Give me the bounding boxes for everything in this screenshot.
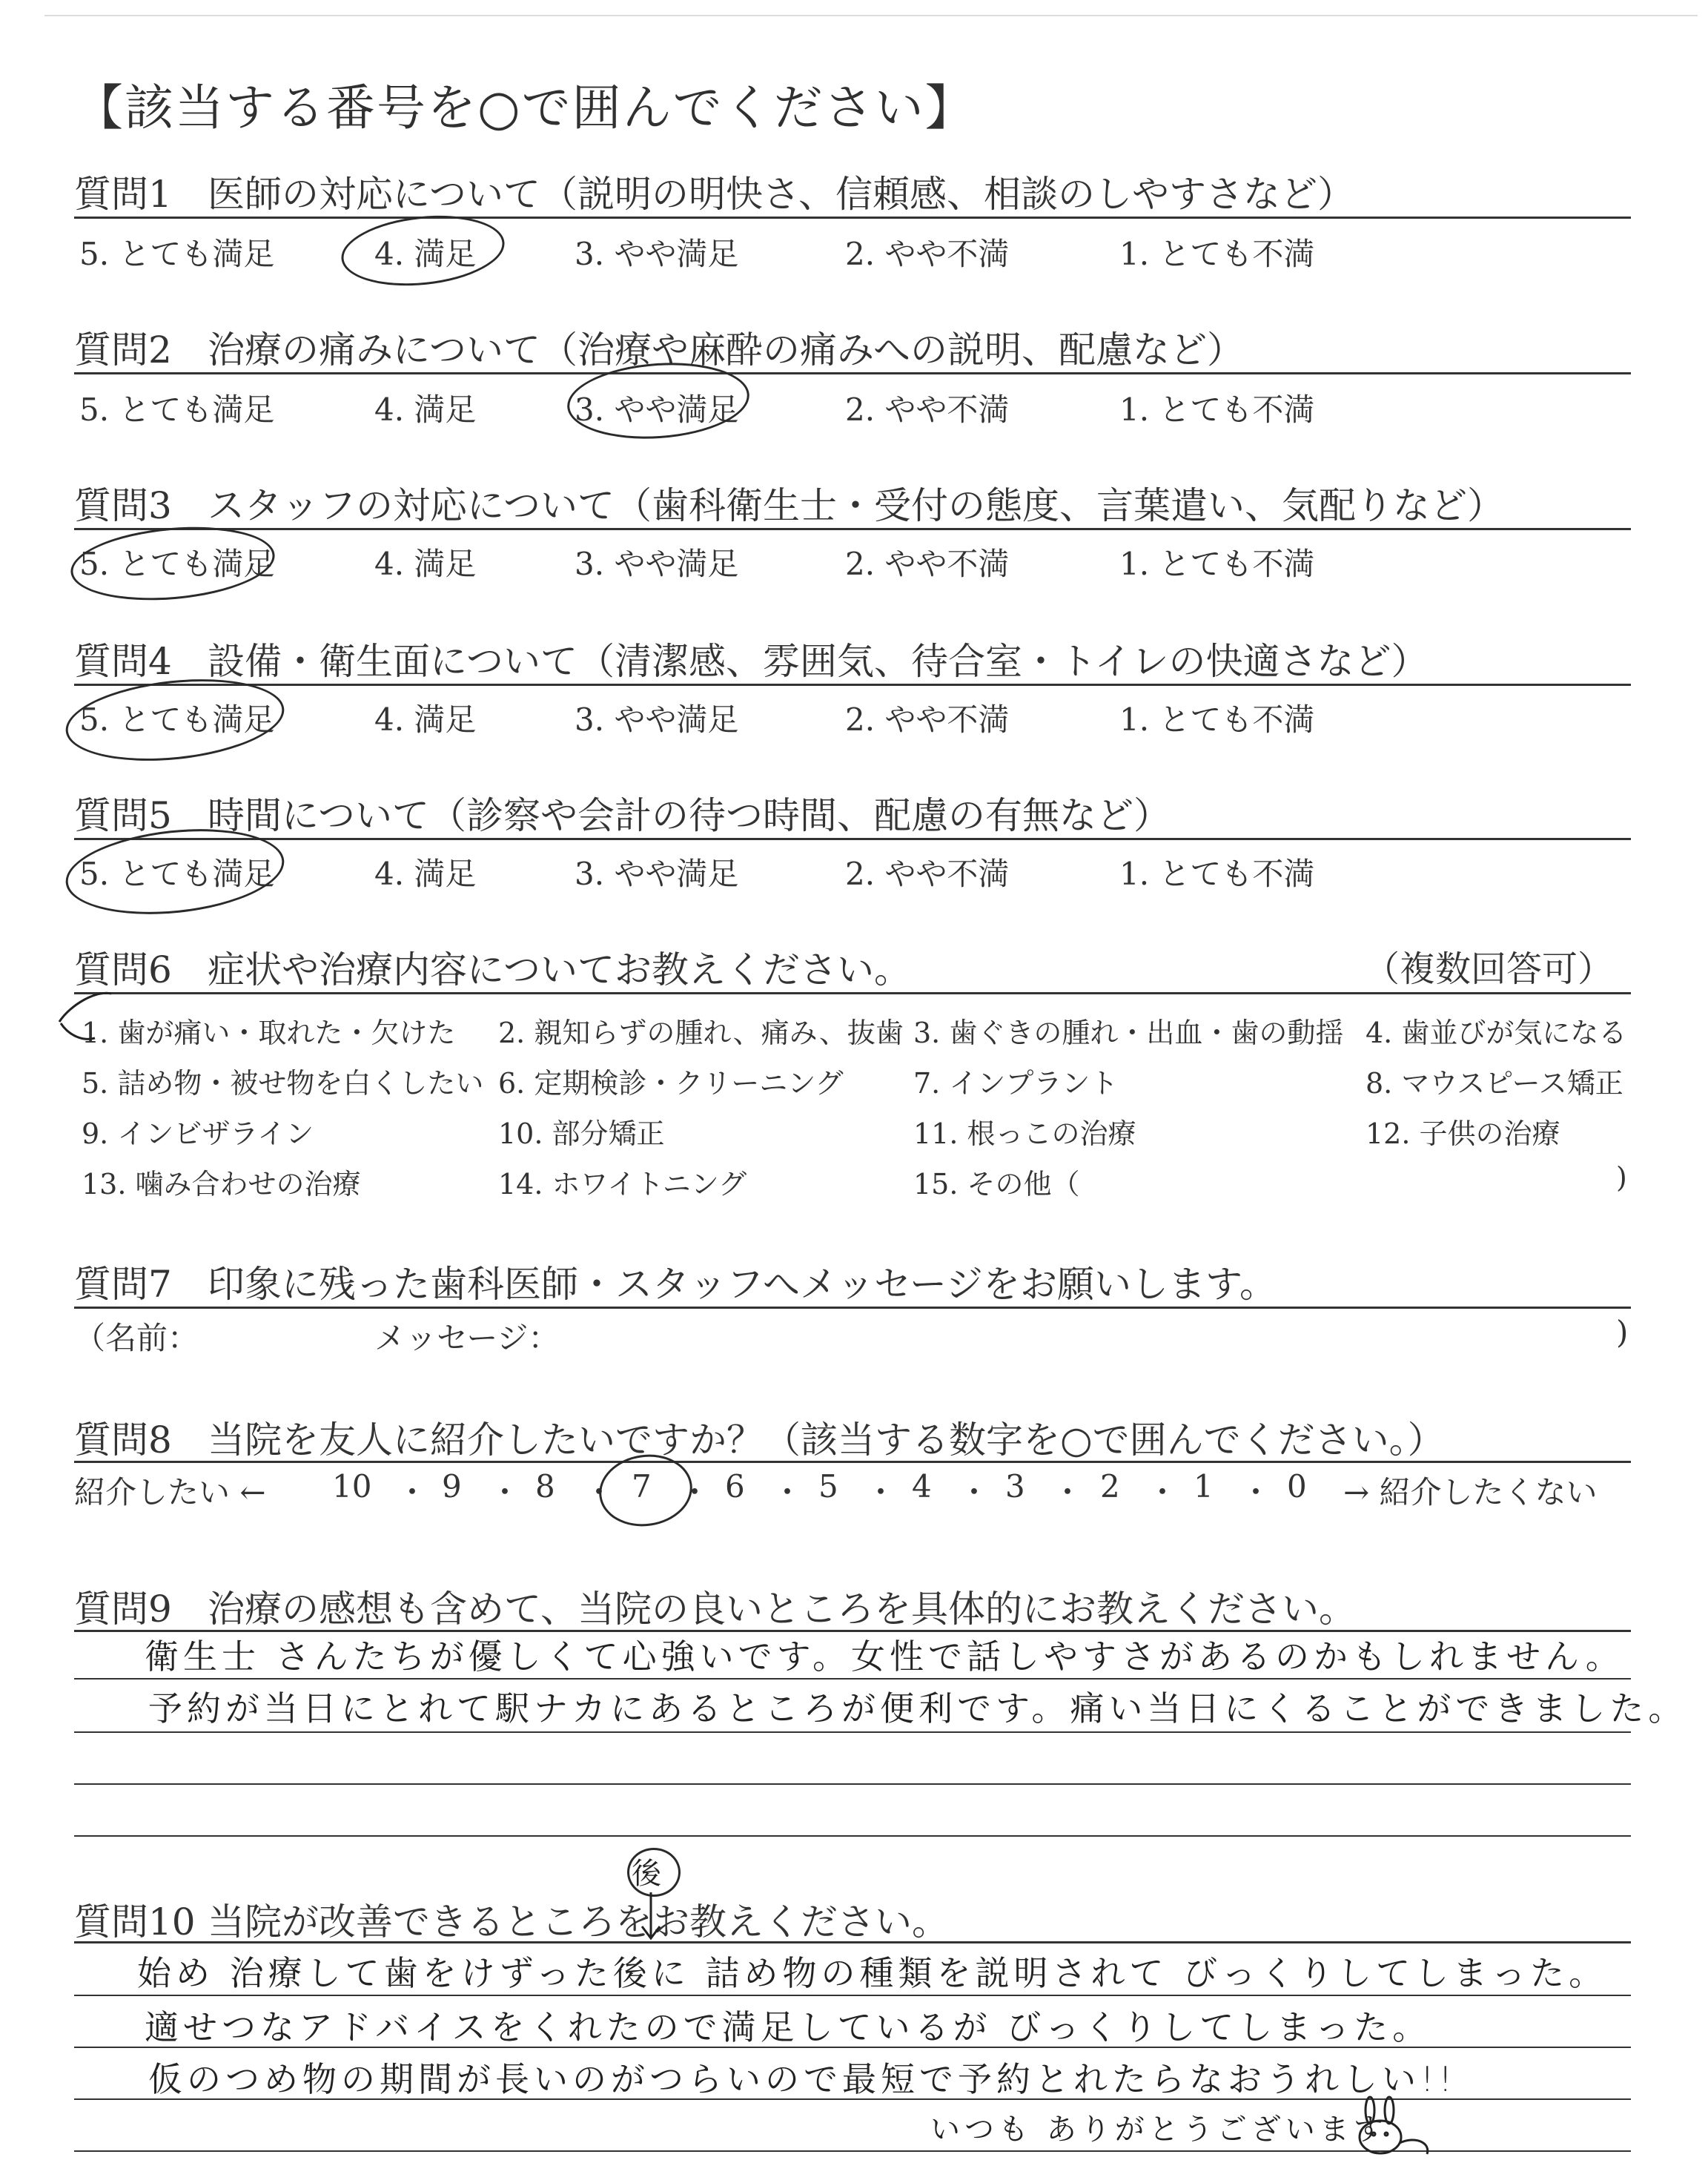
rabbit-doodle-icon (1360, 2097, 1428, 2154)
q1-option-5[interactable]: 5. とても満足 (79, 236, 275, 272)
question-9-number: 質問9 (74, 1588, 172, 1631)
q6-check-mark (59, 993, 111, 1039)
q6-option-10[interactable]: 10. 部分矯正 (498, 1117, 665, 1150)
q8-scale-10[interactable]: 10 (332, 1468, 372, 1505)
q1-option-4[interactable]: 4. 満足 (374, 236, 477, 272)
question-7-text: 印象に残った歯科医師・スタッフへメッセージをお願いします。 (208, 1263, 1277, 1306)
q3-option-3[interactable]: 3. やや満足 (575, 546, 739, 582)
q6-option-11[interactable]: 11. 根っこの治療 (913, 1117, 1136, 1150)
q10-answer-text-4: いつも ありがとうございます (930, 2113, 1388, 2147)
q1-option-2[interactable]: 2. やや不満 (845, 236, 1010, 272)
question-1-text: 医師の対応について（説明の明快さ、信頼感、相談のしやすさなど） (208, 173, 1354, 216)
q5-option-2[interactable]: 2. やや不満 (845, 856, 1010, 892)
q10-inserted-note: 後 (632, 1857, 666, 1891)
q8-scale-6[interactable]: 6 (725, 1468, 745, 1505)
q8-left-label: 紹介したい ← (74, 1474, 266, 1510)
q2-option-4[interactable]: 4. 満足 (374, 392, 477, 428)
q8-scale-9[interactable]: 9 (442, 1468, 462, 1505)
q6-option-15[interactable]: 15. その他（ (913, 1168, 1080, 1200)
q4-option-2[interactable]: 2. やや不満 (845, 701, 1010, 738)
question-6-number: 質問6 (74, 948, 172, 991)
q3-option-5[interactable]: 5. とても満足 (79, 546, 275, 582)
question-8-number: 質問8 (74, 1418, 172, 1462)
q8-scale-2[interactable]: 2 (1100, 1468, 1120, 1505)
question-6-note: （複数回答可） (1364, 948, 1614, 990)
question-6-text: 症状や治療内容についてお教えください。 (208, 948, 911, 991)
q8-scale-7[interactable]: 7 (632, 1468, 652, 1505)
q6-option-5[interactable]: 5. 詰め物・被せ物を白くしたい (82, 1067, 484, 1100)
q6-option-3[interactable]: 3. 歯ぐきの腫れ・出血・歯の動揺 (913, 1017, 1344, 1049)
q7-name-label: （名前： (74, 1320, 199, 1356)
q6-option-2[interactable]: 2. 親知らずの腫れ、痛み、抜歯 (498, 1017, 904, 1049)
q8-scale-5[interactable]: 5 (818, 1468, 838, 1505)
q2-option-1[interactable]: 1. とても不満 (1119, 392, 1315, 428)
q6-option-8[interactable]: 8. マウスピース矯正 (1366, 1067, 1623, 1100)
question-8-text: 当院を友人に紹介したいですか？（該当する数字を○で囲んでください。） (208, 1418, 1445, 1462)
q6-option-4[interactable]: 4. 歯並びが気になる (1366, 1017, 1627, 1049)
question-5-number: 質問5 (74, 794, 172, 837)
q6-option-15-close: ) (1616, 1161, 1627, 1194)
question-9-text: 治療の感想も含めて、当院の良いところを具体的にお教えください。 (208, 1588, 1356, 1631)
q8-scale-4[interactable]: 4 (912, 1468, 932, 1505)
q6-option-1[interactable]: 1. 歯が痛い・取れた・欠けた (82, 1017, 456, 1049)
q8-scale-0[interactable]: 0 (1287, 1468, 1307, 1505)
q2-option-2[interactable]: 2. やや不満 (845, 392, 1010, 428)
question-1-number: 質問1 (74, 173, 172, 216)
question-3-number: 質問3 (74, 484, 172, 527)
question-7-number: 質問7 (74, 1263, 172, 1306)
question-2-number: 質問2 (74, 328, 172, 371)
q6-option-14[interactable]: 14. ホワイトニング (498, 1168, 747, 1200)
q5-option-3[interactable]: 3. やや満足 (575, 856, 739, 892)
question-10-number: 質問10 (74, 1900, 196, 1943)
q6-option-6[interactable]: 6. 定期検診・クリーニング (498, 1067, 844, 1100)
q9-answer-text-1: 衛生士 さんたちが優しくて心強いです。女性で話しやすさがあるのかもしれません。 (145, 1636, 1624, 1677)
q5-option-1[interactable]: 1. とても不満 (1119, 856, 1315, 892)
q7-close-paren: ) (1616, 1314, 1629, 1350)
q6-option-9[interactable]: 9. インビザライン (82, 1117, 314, 1150)
q1-option-3[interactable]: 3. やや満足 (575, 236, 739, 272)
q3-option-2[interactable]: 2. やや不満 (845, 546, 1010, 582)
q8-right-label: → 紹介したくない (1343, 1474, 1598, 1510)
q4-option-4[interactable]: 4. 満足 (374, 701, 477, 738)
q8-scale-3[interactable]: 3 (1005, 1468, 1025, 1505)
q3-option-4[interactable]: 4. 満足 (374, 546, 477, 582)
q4-option-1[interactable]: 1. とても不満 (1119, 701, 1315, 738)
q6-option-12[interactable]: 12. 子供の治療 (1366, 1117, 1560, 1150)
q10-insert-arrow (642, 1892, 660, 1938)
q9-answer-text-2: 予約が当日にとれて駅ナカにあるところが便利です。痛い当日にくることができました。 (148, 1688, 1687, 1728)
q5-option-4[interactable]: 4. 満足 (374, 856, 477, 892)
q8-scale-1[interactable]: 1 (1194, 1468, 1214, 1505)
question-4-number: 質問4 (74, 640, 172, 683)
q7-message-label: メッセージ： (374, 1320, 560, 1356)
q6-option-13[interactable]: 13. 噛み合わせの治療 (82, 1168, 361, 1200)
q6-option-7[interactable]: 7. インプラント (913, 1067, 1119, 1100)
question-3-text: スタッフの対応について（歯科衛生士・受付の態度、言葉遣い、気配りなど） (208, 484, 1504, 527)
q5-option-5[interactable]: 5. とても満足 (79, 856, 275, 892)
question-4-text: 設備・衛生面について（清潔感、雰囲気、待合室・トイレの快適さなど） (208, 640, 1429, 683)
q4-option-5[interactable]: 5. とても満足 (79, 701, 275, 738)
q10-answer-text-2: 適せつなアドバイスをくれたので満足しているが びっくりしてしまった。 (145, 2007, 1431, 2047)
q4-option-3[interactable]: 3. やや満足 (575, 701, 739, 738)
q3-option-1[interactable]: 1. とても不満 (1119, 546, 1315, 582)
q1-option-1[interactable]: 1. とても不満 (1119, 236, 1315, 272)
question-5-text: 時間について（診察や会計の待つ時間、配慮の有無など） (208, 794, 1171, 837)
q8-scale-8[interactable]: 8 (535, 1468, 555, 1505)
q10-answer-text-3: 仮のつめ物の期間が長いのがつらいので最短で予約とれたらなおうれしい!! (148, 2059, 1457, 2099)
page-header: 【該当する番号を○で囲んでください】 (74, 79, 976, 136)
q2-option-3[interactable]: 3. やや満足 (575, 392, 739, 428)
q10-answer-text-1: 始め 治療して歯をけずった後に 詰め物の種類を説明されて びっくりしてしまった。 (137, 1953, 1608, 1993)
question-2-text: 治療の痛みについて（治療や麻酔の痛みへの説明、配慮など） (208, 328, 1244, 371)
question-10-text: 当院が改善できるところをお教えください。 (208, 1900, 949, 1943)
q2-option-5[interactable]: 5. とても満足 (79, 392, 275, 428)
